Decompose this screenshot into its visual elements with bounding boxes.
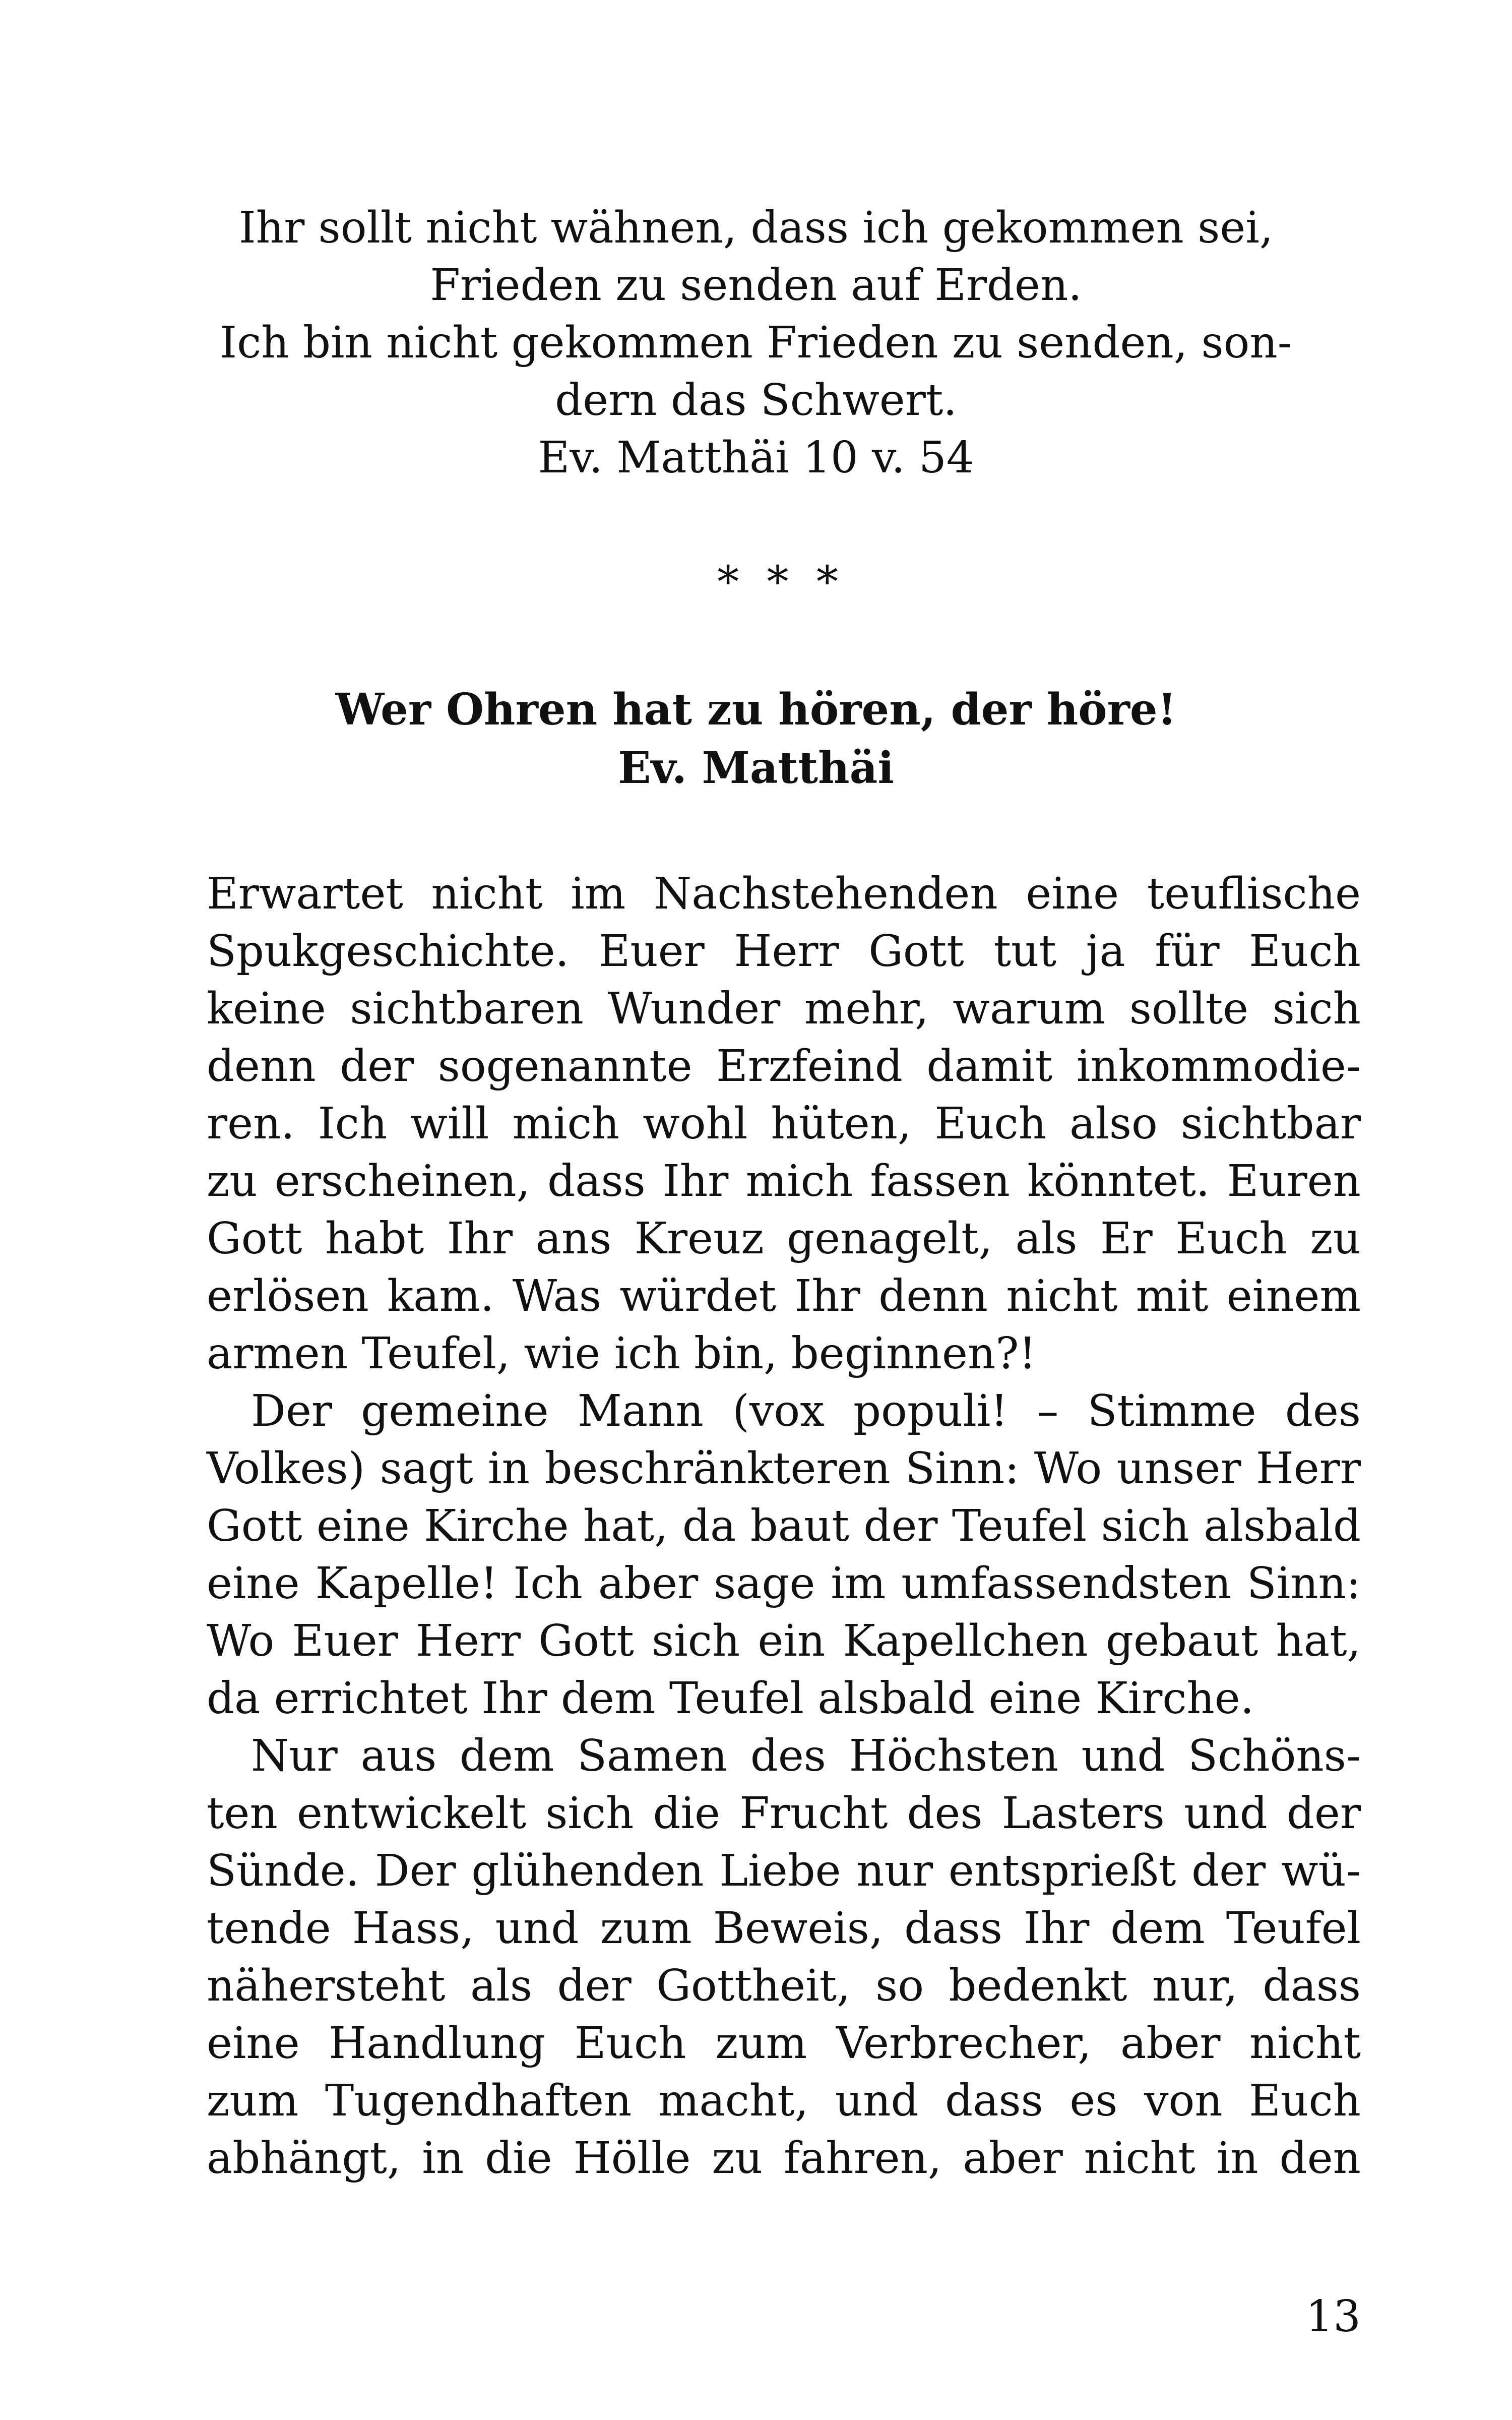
text-line: denn der sogenannte Erzfeind damit inkommodie- [207,1041,1361,1092]
epigraph-source: Ev. Matthäi 10 v. 54 [538,433,974,483]
text-line: zum Tugendhaften macht, und dass es von Euch [207,2076,1361,2126]
text-line: ten entwickelt sich die Frucht des Lasters und der [207,1788,1361,1839]
paragraph [207,1727,1361,2187]
page-number: 13 [1305,2291,1361,2342]
motto-source: Ev. Matthäi [617,743,895,794]
epigraph-line: Ich bin nicht gekommen Frieden zu senden, son- [220,318,1292,368]
text-line: tende Hass, und zum Beweis, dass Ihr dem Teufel [207,1903,1361,1954]
text-line: armen Teufel, wie ich bin, beginnen?! [207,1328,1037,1379]
epigraph-line: Frieden zu senden auf Erden. [430,260,1082,311]
text-line: Nur aus dem Samen des Höchsten und Schöns- [251,1731,1361,1781]
text-line: Gott eine Kirche hat, da baut der Teufel sich alsbald [207,1501,1361,1551]
text-line: Gott habt Ihr ans Kreuz genagelt, als Er Euch zu [207,1214,1361,1264]
section-separator: * * * [717,557,845,608]
text-line: eine Kapelle! Ich aber sage im umfassendsten Sinn: [207,1558,1361,1609]
body-text [207,865,1361,2187]
epigraph-line: dern das Schwert. [555,375,957,426]
text-line: eine Handlung Euch zum Verbrecher, aber nicht [207,2018,1361,2069]
motto-heading [0,681,1512,798]
text-line: erlösen kam. Was würdet Ihr denn nicht mit einem [207,1271,1361,1321]
text-line: abhängt, in die Hölle zu fahren, aber nicht in den [207,2133,1361,2184]
text-line: Volkes) sagt in beschränkteren Sinn: Wo unser Herr [207,1443,1361,1494]
text-line: ren. Ich will mich wohl hüten, Euch also sichtbar [207,1099,1361,1149]
text-line: Erwartet nicht im Nachstehenden eine teuflische [207,869,1361,919]
text-line: Der gemeine Mann (vox populi! – Stimme des [251,1386,1361,1436]
epigraph-quote [0,199,1512,487]
paragraph [207,865,1361,1382]
motto-line: Wer Ohren hat zu hören, der höre! [335,684,1177,735]
text-line: Spukgeschichte. Euer Herr Gott tut ja für Euch [207,926,1361,977]
text-line: nähersteht als der Gottheit, so bedenkt nur, dass [207,1961,1361,2011]
text-line: Wo Euer Herr Gott sich ein Kapellchen gebaut hat, [207,1616,1361,1666]
text-line: da errichtet Ihr dem Teufel alsbald eine Kirche. [207,1673,1254,1724]
epigraph-line: Ihr sollt nicht wähnen, dass ich gekommen sei, [238,203,1274,253]
paragraph [207,1382,1361,1727]
text-line: zu erscheinen, dass Ihr mich fassen könntet. Euren [207,1156,1361,1206]
text-line: keine sichtbaren Wunder mehr, warum sollte sich [207,984,1361,1034]
text-line: Sünde. Der glühenden Liebe nur entsprießt der wü- [207,1846,1361,1896]
